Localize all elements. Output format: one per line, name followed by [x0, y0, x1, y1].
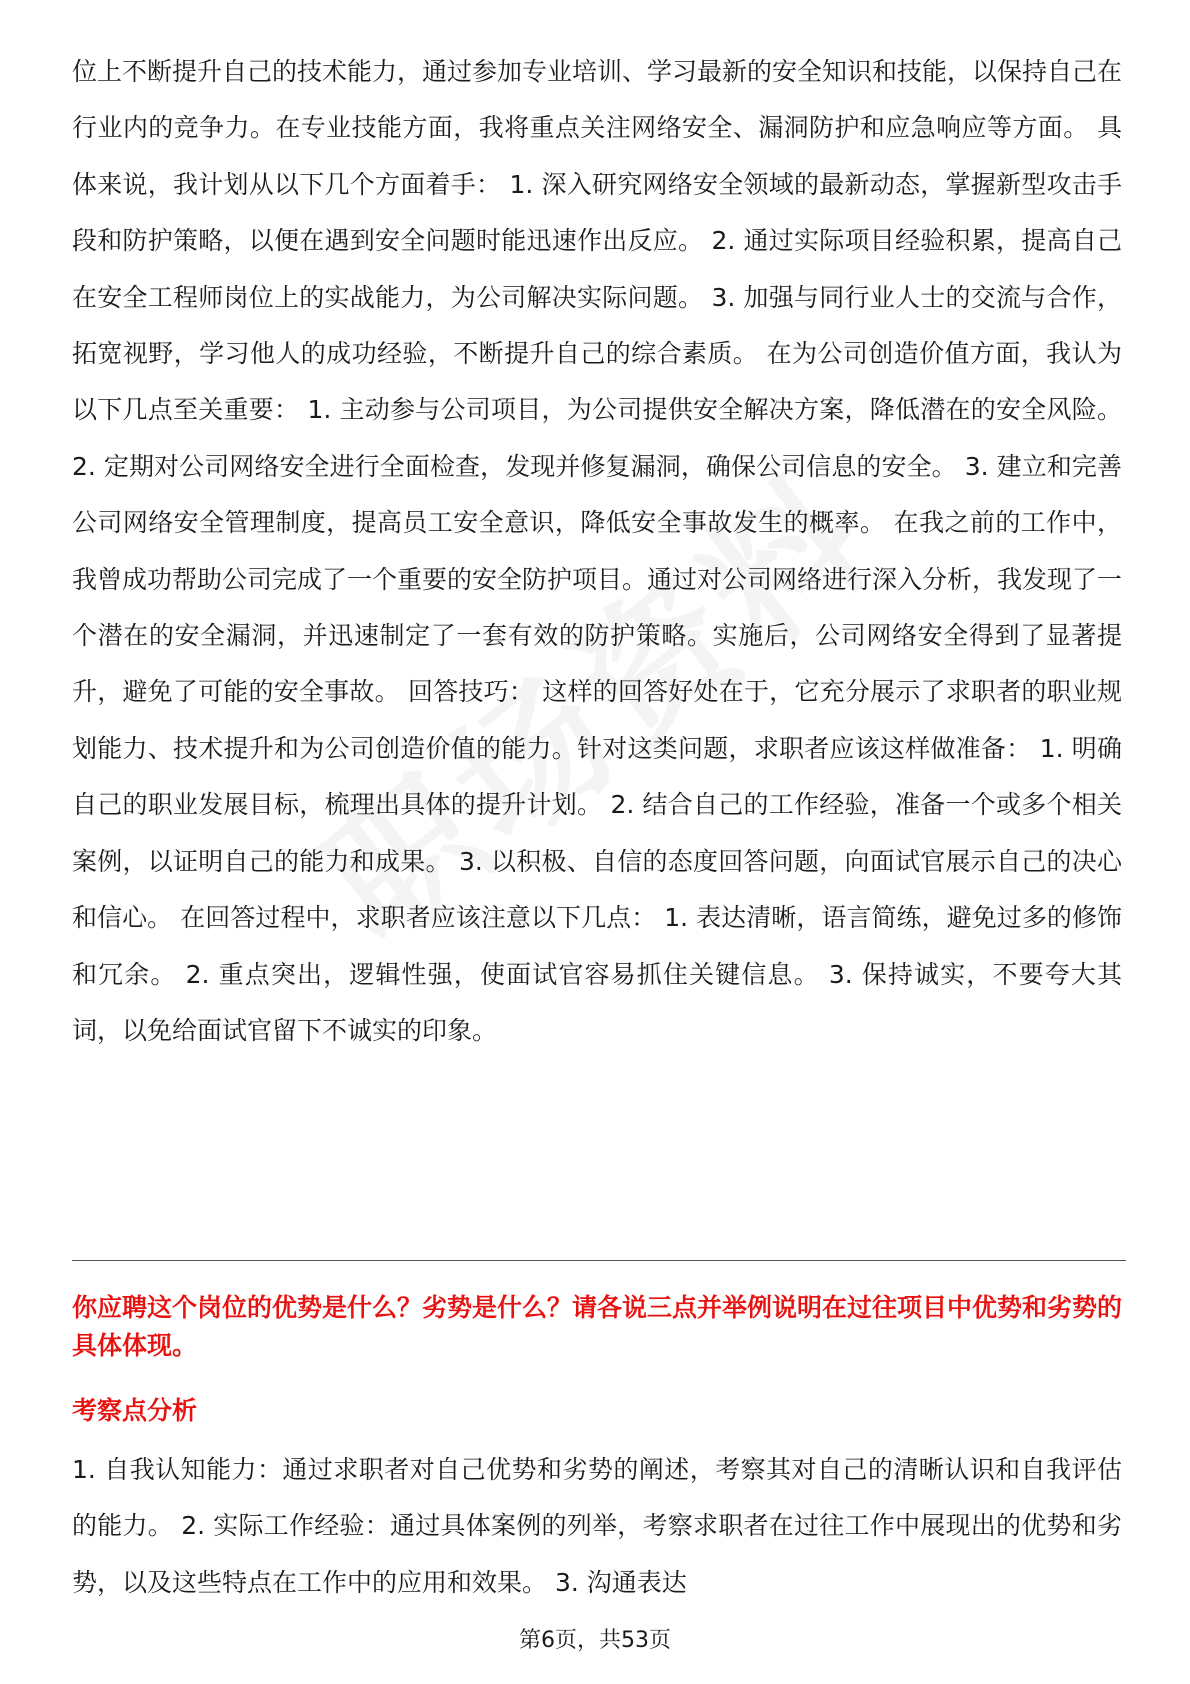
analysis-paragraph: 1. 自我认知能力：通过求职者对自己优势和劣势的阐述，考察其对自己的清晰认识和自我评估的能力。 2. 实际工作经验：通过具体案例的列举，考察求职者在过往工作中展现出的优势和劣势，以及这些特点在工作中的应用和效果。 3. 沟通表达 [72, 1455, 1122, 1597]
section-divider [72, 1260, 1126, 1261]
body-paragraph: 位上不断提升自己的技术能力，通过参加专业培训、学习最新的安全知识和技能，以保持自己在行业内的竞争力。在专业技能方面，我将重点关注网络安全、漏洞防护和应急响应等方面。 具体来说，我计划从以下几个方面着手： 1. 深入研究网络安全领域的最新动态，掌握新型攻击手段和防护策略，以便在遇到安全问题时能迅速作出反应。 2. 通过实际项目经验积累，提高自己在安全工程师岗位上的实战能力，为公司解决实际问题。 3. 加强与同行业人士的交流与合作，拓宽视野，学习他人的成功经验，不断提升自己的综合素质。 在为公司创造价值方面，我认为以下几点至关重要： 1. 主动参与公司项目，为公司提供安全解决方案，降低潜在的安全风险。 2. 定期对公司网络安全进行全面检查，发现并修复漏洞，确保公司信息的安全。 3. 建立和完善公司网络安全管理制度，提高员工安全意识，降低安全事故发生的概率。 在我之前的工作中，我曾成功帮助公司完成了一个重要的安全防护项目。通过对公司网络进行深入分析，我发现了一个潜在的安全漏洞，并迅速制定了一套有效的防护策略。实施后，公司网络安全得到了显著提升，避免了可能的安全事故。 回答技巧： 这样的回答好处在于，它充分展示了求职者的职业规划能力、技术提升和为公司创造价值的能力。针对这类问题，求职者应该这样做准备： 1. 明确自己的职业发展目标，梳理出具体的提升计划。 2. 结合自己的工作经验，准备一个或多个相关案例，以证明自己的能力和成果。 3. 以积极、自信的态度回答问题，向面试官展示自己的决心和信心。 在回答过程中，求职者应该注意以下几点： 1. 表达清晰，语言简练，避免过多的修饰和冗余。 2. 重点突出，逻辑性强，使面试官容易抓住关键信息。 3. 保持诚实，不要夸大其词，以免给面试官留下不诚实的印象。 [72, 57, 1123, 1045]
analysis-heading: 考察点分析 [72, 1396, 198, 1425]
interview-question: 你应聘这个岗位的优势是什么？劣势是什么？请各说三点并举例说明在过往项目中优势和劣势的具体体现。 [72, 1293, 1123, 1360]
page-number: 第6页，共53页 [519, 1628, 671, 1653]
